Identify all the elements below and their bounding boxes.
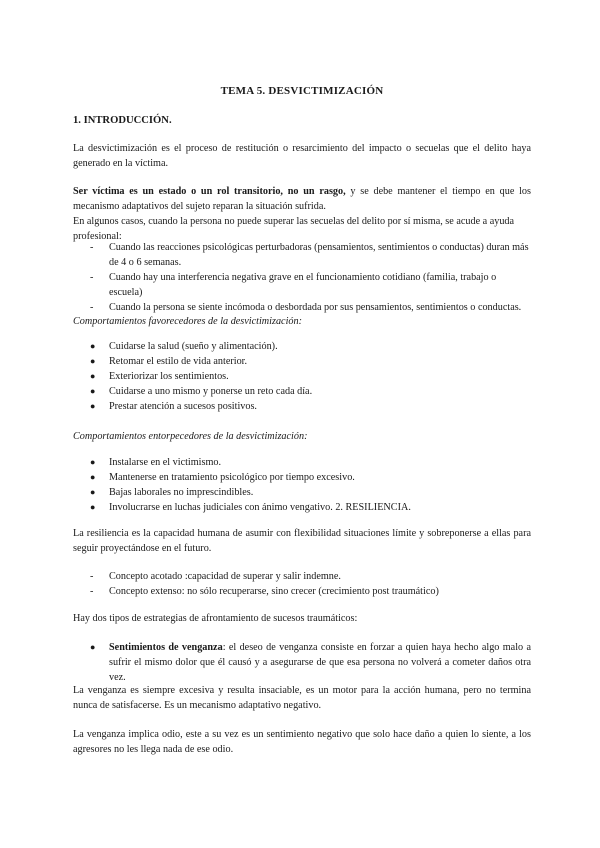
list-item-text: Cuidarse a uno mismo y ponerse un reto cada día. (109, 386, 313, 397)
list-item (73, 270, 531, 300)
list-item-text: Cuando la persona se siente incómoda o desbordada por sus pensamientos, sentimientos o conductas. (109, 302, 522, 313)
dash-marker: - (90, 571, 94, 582)
venganza-term: Sentimientos de venganza (109, 642, 223, 653)
list-favorecedores (73, 339, 531, 414)
list-item-text: Bajas laborales no imprescindibles. (109, 487, 254, 498)
list-item (73, 339, 531, 354)
paragraph-estrategias: Hay dos tipos de estrategias de afrontamiento de sucesos traumáticos: (73, 613, 358, 624)
bullet-icon: ● (90, 386, 96, 396)
list-ayuda-profesional (73, 240, 531, 315)
paragraph-resiliencia: La resiliencia es la capacidad humana de asumir con flexibilidad situaciones límite y sobreponerse a ellas para seguir proyectándose en el futuro. (73, 528, 531, 554)
list-item (73, 300, 531, 315)
list-item-text: Cuidarse la salud (sueño y alimentación). (109, 341, 278, 352)
bullet-icon: ● (90, 487, 96, 497)
list-item (73, 369, 531, 384)
bullet-icon: ● (90, 371, 96, 381)
list-item-text: Cuando hay una interferencia negativa grave en el funcionamiento cotidiano (familia, trabajo o escuela) (109, 272, 497, 298)
list-item-text: Instalarse en el victimismo. (109, 457, 222, 468)
list-item-text: Concepto acotado :capacidad de superar y salir indemne. (109, 571, 341, 582)
list-item (73, 384, 531, 399)
list-item (73, 569, 531, 584)
list-item (73, 470, 531, 485)
section-heading-introduccion: 1. INTRODUCCIÓN. (73, 115, 172, 126)
list-venganza (73, 640, 531, 685)
paragraph-rol-transitorio-rest: y se debe mantener el tiempo en que los mecanismo adaptativos del sujeto reparan la situación sufrida. (73, 186, 531, 212)
list-item (73, 584, 531, 599)
dash-marker: - (90, 586, 94, 597)
paragraph-venganza-excesiva: La venganza es siempre excesiva y resulta insaciable, es un motor para la acción humana, pero no termina nunca de satisfacerse. Es un mecanismo adaptativo negativo. (73, 685, 531, 711)
list-item (73, 240, 531, 270)
bullet-icon: ● (90, 472, 96, 482)
list-item-text: Retomar el estilo de vida anterior. (109, 356, 248, 367)
list-item (73, 500, 531, 515)
dash-marker: - (90, 302, 94, 313)
dash-marker: - (90, 272, 94, 283)
bullet-icon: ● (90, 502, 96, 512)
heading-entorpecedores: Comportamientos entorpecedores de la desvictimización: (73, 431, 308, 442)
list-item (73, 455, 531, 470)
page-title: TEMA 5. DESVICTIMIZACIÓN (220, 85, 384, 97)
list-item-text: Cuando las reacciones psicológicas perturbadoras (pensamientos, sentimientos o conductas) duran más de 4 o 6 semanas. (109, 242, 529, 268)
list-item (73, 640, 531, 685)
bullet-icon: ● (90, 341, 96, 351)
list-item (73, 354, 531, 369)
list-item-text: Prestar atención a sucesos positivos. (109, 401, 257, 412)
paragraph-venganza-odio: La venganza implica odio, este a su vez es un sentimiento negativo que solo hace daño a quien lo siente, a los agresores no les llega nada de ese odio. (73, 729, 531, 755)
heading-favorecedores: Comportamientos favorecedores de la desvictimización: (73, 316, 302, 327)
list-item (73, 399, 531, 414)
bullet-icon: ● (90, 356, 96, 366)
list-item-text: Mantenerse en tratamiento psicológico por tiempo excesivo. (109, 472, 355, 483)
bullet-icon: ● (90, 401, 96, 411)
venganza-definition: : el deseo de venganza consiste en forzar a quien haya hecho algo malo a sufrir el mismo dolor que él causó y a asegurarse de que esa persona no volverá a cometer daños otra vez. (109, 642, 531, 683)
list-conceptos (73, 569, 531, 599)
paragraph-definicion: La desvictimización es el proceso de restitución o resarcimiento del impacto o secuelas que el delito haya generado en la víctima. (73, 143, 531, 169)
list-entorpecedores (73, 455, 531, 515)
dash-marker: - (90, 242, 94, 253)
list-item-text: Involucrarse en luchas judiciales con ánimo vengativo. 2. RESILIENCIA. (109, 502, 411, 513)
bullet-icon: ● (90, 457, 96, 467)
list-item-text: Concepto extenso: no sólo recuperarse, sino crecer (crecimiento post traumático) (109, 586, 439, 597)
bullet-icon: ● (90, 642, 96, 652)
bold-statement: Ser víctima es un estado o un rol transitorio, no un rasgo, (73, 186, 346, 197)
list-item-text: Exteriorizar los sentimientos. (109, 371, 229, 382)
list-item (73, 485, 531, 500)
paragraph-ayuda-profesional: En algunos casos, cuando la persona no puede superar las secuelas del delito por sí misma, se acude a ayuda profesional: (73, 216, 515, 242)
paragraph-rol-transitorio (73, 184, 531, 214)
